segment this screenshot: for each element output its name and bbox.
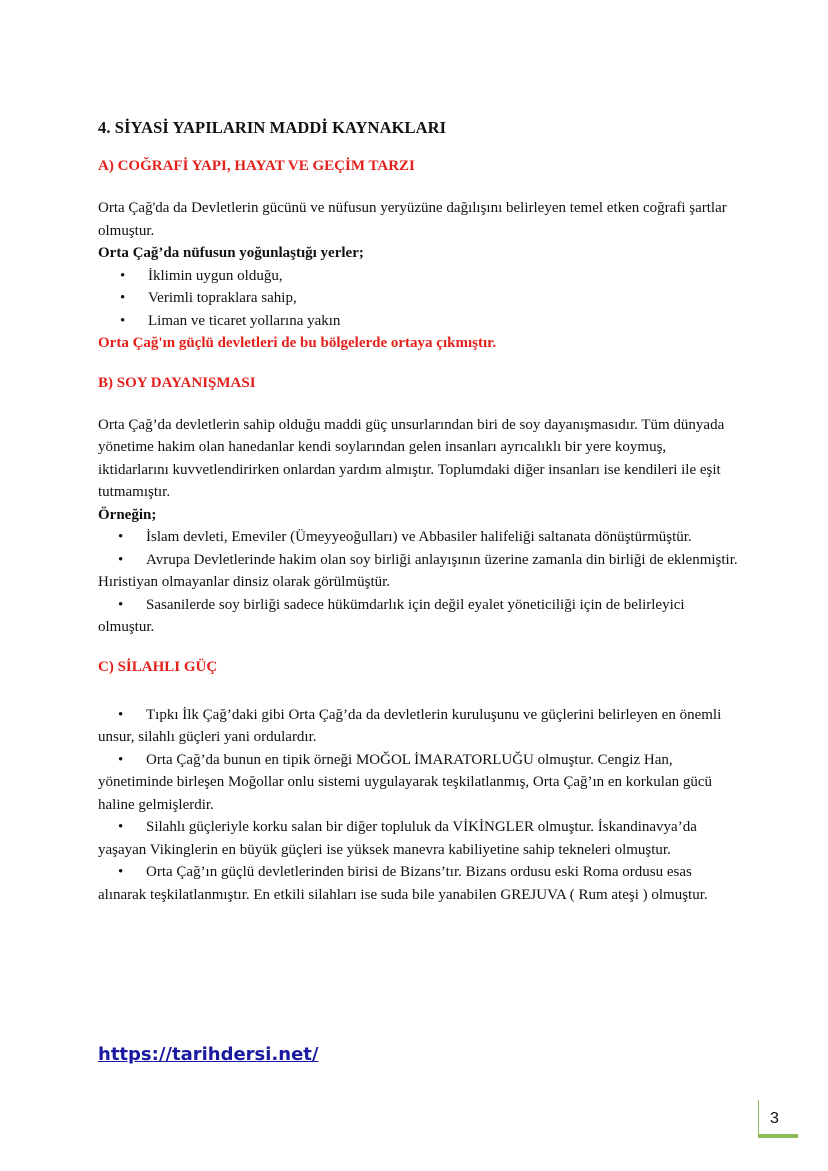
list-item-text: Silahlı güçleriyle korku salan bir diğer topluluk da VİKİNGLER olmuştur. İskandinavya’da yaşayan Vikinglerin en büyük güçleri ise yüksek manevra kabiliyetine sahip tekneleri olmuştur. — [98, 819, 697, 858]
list-item — [98, 749, 738, 817]
page-number-bar — [758, 1134, 798, 1138]
section-a-intro: Orta Çağ'da da Devletlerin gücünü ve nüfusun yeryüzüne dağılışını belirleyen temel etken coğrafi şartlar olmuştur. — [98, 200, 727, 239]
list-item: • Verimli topraklara sahip, — [118, 287, 738, 310]
bullet-icon: • — [118, 706, 124, 723]
list-item-text: Tıpkı İlk Çağ’daki gibi Orta Çağ’da da devletlerin kuruluşunu ve güçlerini belirleyen en önemli unsur, silahlı güçleri yani ordulardır. — [98, 706, 722, 745]
list-item — [98, 549, 738, 594]
list-item — [98, 861, 738, 906]
list-item — [98, 816, 738, 861]
bullet-icon: • — [118, 819, 124, 835]
list-item: • Liman ve ticaret yollarına yakın — [118, 310, 738, 333]
bullet-icon: • — [118, 551, 124, 568]
section-b-intro: Orta Çağ’da devletlerin sahip olduğu maddi güç unsurlarından biri de soy dayanışmasıdır. Tüm dünyada yönetime hakim olan hanedanlar kendi soylarından gelen insanları ayrıcalıklı bir yere koymuş, iktidarlarını kuvvetlendirirken onlardan yardım almıştır. Toplumdaki diğer insanları ise kendileri ile eşit tutmamıştır. — [98, 416, 725, 500]
list-item: • İklimin uygun olduğu, — [118, 265, 738, 288]
list-item-text: İslam devleti, Emeviler (Ümeyyeoğulları) ve Abbasiler halifeliği saltanata dönüştürmüştür. — [146, 529, 692, 545]
list-item-text: Sasanilerde soy birliği sadece hükümdarlık için değil eyalet yöneticiliği için de belirleyici olmuştur. — [98, 596, 685, 635]
section-a-title: A) COĞRAFİ YAPI, HAYAT VE GEÇİM TARZI — [98, 158, 415, 174]
section-b-list — [98, 526, 738, 639]
list-item — [98, 704, 738, 749]
section-c-title: C) SİLAHLI GÜÇ — [98, 658, 218, 675]
list-item-text: Avrupa Devletlerinde hakim olan soy birliği anlayışının üzerine zamanla din birliği de eklenmiştir. Hıristiyan olmayanlar dinsiz olarak görülmüştür. — [98, 551, 738, 590]
bullet-icon: • — [118, 529, 124, 545]
section-c-list — [98, 704, 738, 907]
section-a-subheading: Orta Çağ’da nüfusun yoğunlaştığı yerler; — [98, 245, 364, 261]
page-number-divider — [758, 1100, 759, 1134]
website-link[interactable]: https://tarihdersi.net/ — [98, 1044, 319, 1065]
list-item-text: Orta Çağ’da bunun en tipik örneği MOĞOL İMARATORLUĞU olmuştur. Cengiz Han, yönetiminde birleşen Moğollar onlu sistemi uygulayarak teşkilatlanmış, Orta Çağ’ın en korkulan gücü haline gelmişlerdir. — [98, 751, 713, 813]
section-b-subheading: Örneğin; — [98, 506, 157, 523]
page-title: 4. SİYASİ YAPILARIN MADDİ KAYNAKLARI — [98, 118, 447, 137]
list-item — [98, 594, 738, 639]
section-b-title: B) SOY DAYANIŞMASI — [98, 374, 256, 391]
section-a-conclusion: Orta Çağ'ın güçlü devletleri de bu bölgelerde ortaya çıkmıştır. — [98, 335, 497, 351]
bullet-icon: • — [118, 751, 124, 768]
bullet-icon: • — [118, 864, 124, 880]
list-item — [98, 526, 738, 549]
document-body — [98, 118, 738, 906]
page-number: 3 — [770, 1110, 779, 1127]
section-a-list — [98, 265, 738, 333]
list-item-text: Orta Çağ’ın güçlü devletlerinden birisi de Bizans’tır. Bizans ordusu eski Roma ordusu esas alınarak teşkilatlanmıştır. En etkili silahları ise suda bile yanabilen GREJUVA ( Rum ateşi ) olmuştur. — [98, 864, 708, 903]
bullet-icon: • — [118, 596, 124, 613]
